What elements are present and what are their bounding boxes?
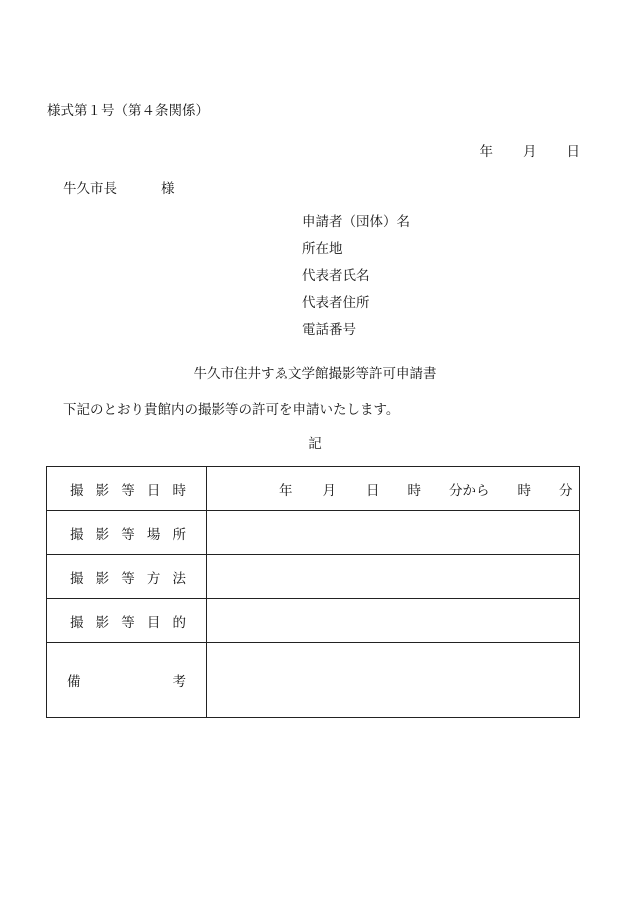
row-purpose: [47, 599, 580, 643]
date-month: 月: [523, 144, 537, 160]
method-value-cell[interactable]: [207, 555, 580, 599]
date-line: [480, 140, 581, 160]
label-cell: [47, 599, 207, 643]
remarks-value-cell[interactable]: [207, 643, 580, 718]
applicant-block: [302, 215, 410, 350]
intro-text: 下記のとおり貴館内の撮影等の許可を申請いたします。: [63, 402, 400, 418]
label-char: 日: [146, 482, 161, 499]
label-char: 方: [146, 570, 161, 587]
label-char: 撮: [70, 482, 84, 499]
label-char: 等: [121, 526, 135, 543]
label-char: 等: [121, 482, 135, 499]
datetime-value-cell[interactable]: [207, 467, 580, 511]
label-cell: [47, 467, 207, 511]
applicant-rep-name: 代表者氏名: [302, 268, 370, 284]
addressee: [63, 177, 175, 197]
applicant-org-name: 申請者（団体）名: [302, 214, 410, 230]
dt-hour-to: 時: [517, 482, 531, 499]
label-char: 撮: [70, 570, 84, 587]
row-method: [47, 555, 580, 599]
dt-minute-to: 分: [559, 482, 573, 499]
label-char: 影: [95, 482, 110, 499]
label-char: 法: [172, 570, 186, 587]
label-char: 影: [95, 526, 110, 543]
label-char: 備: [67, 674, 81, 690]
purpose-value-cell[interactable]: [207, 599, 580, 643]
label-char: 時: [172, 482, 186, 499]
row-remarks: [47, 643, 580, 718]
addressee-name: 牛久市長: [63, 181, 117, 197]
applicant-phone: 電話番号: [302, 322, 356, 338]
label-cell: [47, 511, 207, 555]
form-number: 様式第１号（第４条関係）: [47, 103, 209, 119]
dt-hour: 時: [407, 482, 421, 499]
date-year: 年: [479, 144, 493, 160]
document-title: 牛久市住井すゑ文学館撮影等許可申請書: [193, 366, 437, 382]
applicant-address: 所在地: [302, 241, 343, 257]
ki-heading: 記: [308, 436, 322, 452]
label-char: 等: [121, 570, 135, 587]
label-char: 場: [146, 526, 161, 543]
label-char: 影: [95, 570, 110, 587]
application-table: [46, 466, 580, 718]
label-char: 等: [121, 614, 135, 631]
label-char: 的: [172, 614, 186, 631]
dt-minute-from: 分から: [449, 482, 490, 499]
dt-year: 年: [279, 482, 293, 499]
dt-month: 月: [322, 482, 336, 499]
label-char: 考: [172, 674, 186, 690]
applicant-rep-address: 代表者住所: [302, 295, 370, 311]
label-char: 所: [172, 526, 186, 543]
label-char: 撮: [70, 614, 84, 631]
date-day: 日: [566, 144, 580, 160]
dt-day: 日: [366, 482, 380, 499]
place-value-cell[interactable]: [207, 511, 580, 555]
label-char: 目: [146, 614, 161, 631]
label-cell: [47, 555, 207, 599]
row-place: [47, 511, 580, 555]
label-cell: [47, 643, 207, 718]
label-char: 影: [95, 614, 110, 631]
row-datetime: [47, 467, 580, 511]
label-char: 撮: [70, 526, 84, 543]
addressee-honorific: 様: [161, 181, 175, 197]
